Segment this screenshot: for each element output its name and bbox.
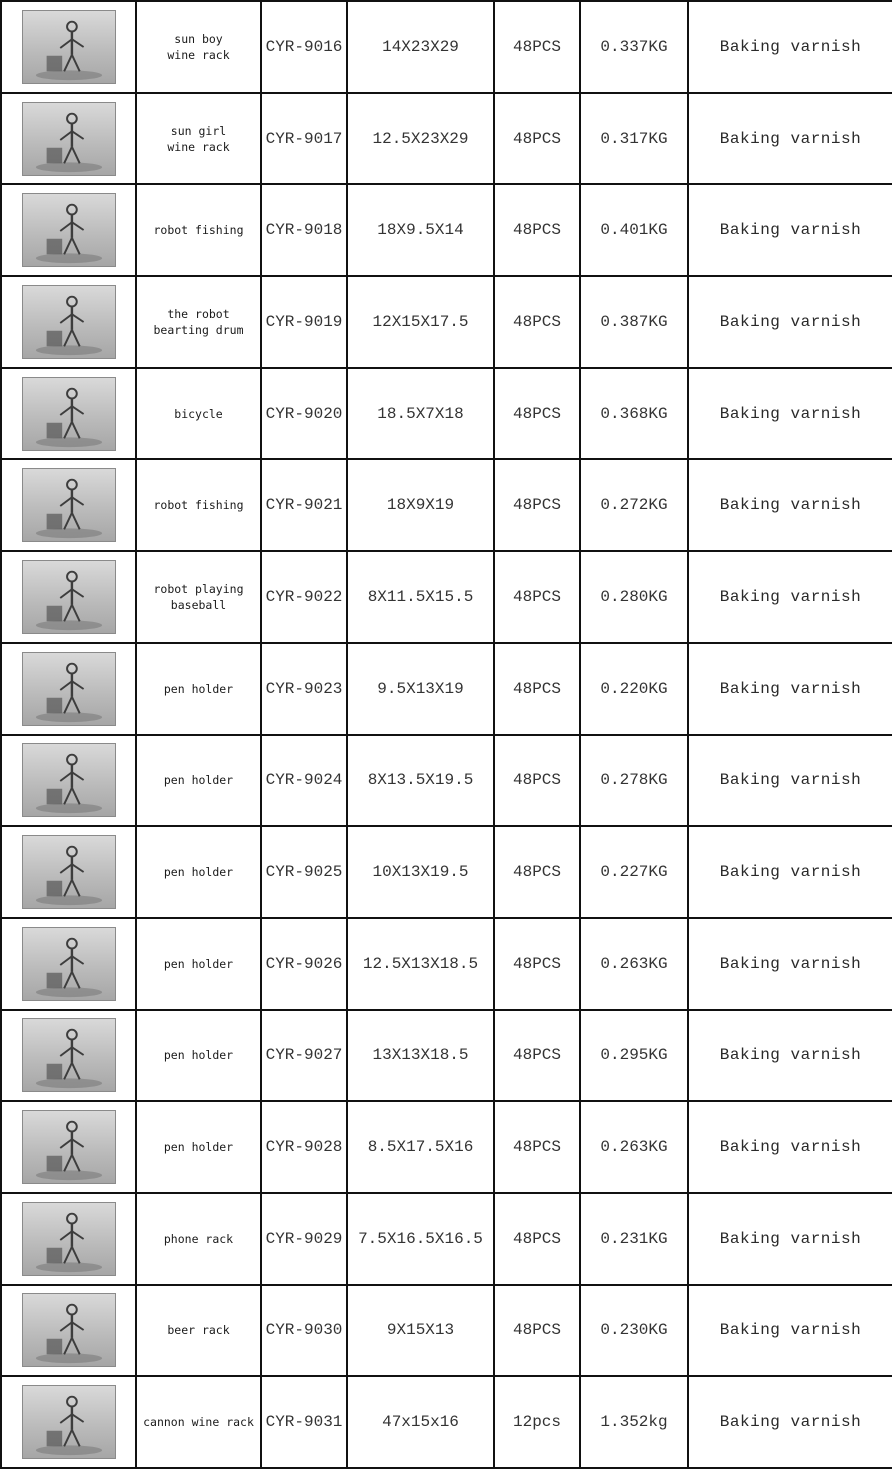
product-name: phone rack	[163, 1231, 234, 1246]
product-size-cell	[347, 1376, 494, 1468]
product-name: pen holder	[163, 865, 234, 880]
product-size-cell	[347, 643, 494, 735]
cannon-wine-rack-photo	[22, 1385, 116, 1459]
product-photo-cell	[1, 276, 136, 368]
product-name-cell	[136, 918, 261, 1010]
product-weight-cell	[580, 459, 688, 551]
product-quantity: 48PCS	[512, 863, 561, 882]
product-finish-cell	[688, 551, 892, 643]
product-name-cell	[136, 459, 261, 551]
table-row	[1, 1285, 892, 1377]
product-finish: Baking varnish	[719, 1413, 862, 1432]
product-code: CYR-9018	[265, 221, 343, 240]
product-code: CYR-9030	[265, 1321, 343, 1340]
product-finish-cell	[688, 918, 892, 1010]
product-finish: Baking varnish	[719, 404, 862, 423]
product-photo-cell	[1, 918, 136, 1010]
product-code-cell	[261, 459, 347, 551]
table-row	[1, 1376, 892, 1468]
product-code: CYR-9017	[265, 129, 343, 148]
product-photo-cell	[1, 368, 136, 460]
product-finish: Baking varnish	[719, 1321, 862, 1340]
product-size: 47x15x16	[382, 1413, 459, 1432]
product-name-cell	[136, 551, 261, 643]
product-name: robot playing baseball	[153, 581, 244, 612]
product-quantity-cell	[494, 1193, 580, 1285]
product-name-cell	[136, 826, 261, 918]
product-finish: Baking varnish	[719, 37, 862, 56]
product-code: CYR-9021	[265, 496, 343, 515]
product-finish-cell	[688, 643, 892, 735]
product-name-cell	[136, 184, 261, 276]
product-name: pen holder	[163, 773, 234, 788]
product-weight: 0.401KG	[600, 221, 668, 240]
product-size: 10X13X19.5	[372, 863, 469, 882]
product-name-cell	[136, 1193, 261, 1285]
product-name: robot fishing	[153, 223, 244, 238]
table-row	[1, 735, 892, 827]
product-weight-cell	[580, 1101, 688, 1193]
product-name: the robot bearting drum	[153, 306, 244, 337]
product-size-cell	[347, 551, 494, 643]
table-row	[1, 1, 892, 93]
product-name: pen holder	[163, 1140, 234, 1155]
product-quantity: 48PCS	[512, 1046, 561, 1065]
phone-rack-photo	[22, 1202, 116, 1276]
product-size: 8X11.5X15.5	[367, 587, 474, 606]
product-finish-cell	[688, 1, 892, 93]
product-weight-cell	[580, 1285, 688, 1377]
product-weight-cell	[580, 276, 688, 368]
product-quantity-cell	[494, 184, 580, 276]
product-photo-cell	[1, 551, 136, 643]
product-quantity-cell	[494, 551, 580, 643]
product-quantity-cell	[494, 1010, 580, 1102]
product-photo-cell	[1, 1285, 136, 1377]
product-weight-cell	[580, 826, 688, 918]
table-row	[1, 459, 892, 551]
product-photo-cell	[1, 1010, 136, 1102]
product-code: CYR-9029	[265, 1229, 343, 1248]
product-weight: 0.230KG	[600, 1321, 668, 1340]
table-row	[1, 93, 892, 185]
product-name-cell	[136, 1285, 261, 1377]
product-code-cell	[261, 735, 347, 827]
product-size: 8X13.5X19.5	[367, 771, 474, 790]
product-finish: Baking varnish	[719, 679, 862, 698]
product-photo-cell	[1, 1, 136, 93]
product-code: CYR-9020	[265, 404, 343, 423]
product-finish: Baking varnish	[719, 771, 862, 790]
product-size: 18.5X7X18	[377, 404, 464, 423]
product-weight: 0.337KG	[600, 37, 668, 56]
product-quantity: 48PCS	[512, 129, 561, 148]
product-size: 14X23X29	[382, 37, 459, 56]
product-weight-cell	[580, 735, 688, 827]
robot-baseball-photo	[22, 560, 116, 634]
product-weight: 0.227KG	[600, 863, 668, 882]
product-name: robot fishing	[153, 498, 244, 513]
product-finish-cell	[688, 1101, 892, 1193]
product-finish: Baking varnish	[719, 221, 862, 240]
product-size: 9X15X13	[386, 1321, 455, 1340]
product-weight: 0.263KG	[600, 1138, 668, 1157]
product-finish-cell	[688, 1010, 892, 1102]
product-quantity: 12pcs	[512, 1413, 561, 1432]
product-size-cell	[347, 459, 494, 551]
product-finish-cell	[688, 368, 892, 460]
product-code-cell	[261, 1, 347, 93]
product-size: 9.5X13X19	[377, 679, 464, 698]
product-finish: Baking varnish	[719, 312, 862, 331]
product-code: CYR-9022	[265, 587, 343, 606]
product-code-cell	[261, 276, 347, 368]
product-weight: 0.278KG	[600, 771, 668, 790]
product-finish: Baking varnish	[719, 1046, 862, 1065]
product-weight-cell	[580, 1010, 688, 1102]
product-photo-cell	[1, 93, 136, 185]
product-code: CYR-9027	[265, 1046, 343, 1065]
product-name: bicycle	[174, 406, 223, 421]
product-size: 18X9X19	[386, 496, 455, 515]
product-finish: Baking varnish	[719, 1229, 862, 1248]
product-code-cell	[261, 1285, 347, 1377]
product-finish-cell	[688, 735, 892, 827]
table-body	[1, 1, 892, 1468]
product-quantity-cell	[494, 1101, 580, 1193]
product-weight-cell	[580, 551, 688, 643]
pen-holder-photo	[22, 1018, 116, 1092]
product-size-cell	[347, 184, 494, 276]
product-code-cell	[261, 93, 347, 185]
product-weight: 1.352kg	[600, 1413, 668, 1432]
product-finish-cell	[688, 1285, 892, 1377]
product-finish: Baking varnish	[719, 1138, 862, 1157]
sun-girl-wine-rack-photo	[22, 102, 116, 176]
pen-holder-photo	[22, 743, 116, 817]
product-name-cell	[136, 368, 261, 460]
product-weight-cell	[580, 368, 688, 460]
product-quantity-cell	[494, 735, 580, 827]
product-size: 12.5X13X18.5	[362, 954, 479, 973]
product-name: pen holder	[163, 1048, 234, 1063]
product-size-cell	[347, 918, 494, 1010]
product-size: 7.5X16.5X16.5	[358, 1229, 483, 1248]
product-code: CYR-9023	[265, 679, 343, 698]
product-quantity: 48PCS	[512, 312, 561, 331]
product-size: 12X15X17.5	[372, 312, 469, 331]
product-quantity: 48PCS	[512, 37, 561, 56]
table-row	[1, 1010, 892, 1102]
product-quantity: 48PCS	[512, 771, 561, 790]
table-row	[1, 643, 892, 735]
product-photo-cell	[1, 826, 136, 918]
pen-holder-photo	[22, 927, 116, 1001]
product-quantity-cell	[494, 459, 580, 551]
product-quantity: 48PCS	[512, 404, 561, 423]
product-name-cell	[136, 1376, 261, 1468]
product-name-cell	[136, 1101, 261, 1193]
product-size-cell	[347, 1010, 494, 1102]
product-quantity-cell	[494, 643, 580, 735]
product-weight: 0.295KG	[600, 1046, 668, 1065]
product-finish-cell	[688, 459, 892, 551]
robot-fishing-photo	[22, 468, 116, 542]
product-quantity: 48PCS	[512, 221, 561, 240]
product-quantity: 48PCS	[512, 1229, 561, 1248]
product-name: sun girl wine rack	[167, 123, 230, 154]
product-size-cell	[347, 276, 494, 368]
product-code-cell	[261, 643, 347, 735]
product-weight: 0.231KG	[600, 1229, 668, 1248]
product-weight: 0.317KG	[600, 129, 668, 148]
product-name: pen holder	[163, 681, 234, 696]
beer-rack-photo	[22, 1293, 116, 1367]
table-row	[1, 1193, 892, 1285]
product-weight-cell	[580, 93, 688, 185]
product-size: 12.5X23X29	[372, 129, 469, 148]
robot-drum-photo	[22, 285, 116, 359]
product-photo-cell	[1, 184, 136, 276]
product-quantity-cell	[494, 1, 580, 93]
pen-holder-photo	[22, 1110, 116, 1184]
table-row	[1, 1101, 892, 1193]
product-size-cell	[347, 1101, 494, 1193]
pen-holder-photo	[22, 652, 116, 726]
product-quantity-cell	[494, 826, 580, 918]
product-code-cell	[261, 1010, 347, 1102]
table-row	[1, 184, 892, 276]
table-row	[1, 826, 892, 918]
product-code: CYR-9031	[265, 1413, 343, 1432]
product-code-cell	[261, 184, 347, 276]
product-photo-cell	[1, 1193, 136, 1285]
product-name: pen holder	[163, 956, 234, 971]
bicycle-photo	[22, 377, 116, 451]
product-quantity: 48PCS	[512, 1138, 561, 1157]
table-row	[1, 368, 892, 460]
product-size-cell	[347, 93, 494, 185]
product-size: 8.5X17.5X16	[367, 1138, 474, 1157]
product-photo-cell	[1, 1101, 136, 1193]
product-quantity: 48PCS	[512, 954, 561, 973]
product-size-cell	[347, 735, 494, 827]
product-code-cell	[261, 1101, 347, 1193]
product-photo-cell	[1, 735, 136, 827]
product-finish-cell	[688, 276, 892, 368]
product-quantity: 48PCS	[512, 496, 561, 515]
product-finish: Baking varnish	[719, 954, 862, 973]
product-name: sun boy wine rack	[167, 31, 230, 62]
product-code: CYR-9028	[265, 1138, 343, 1157]
product-code-cell	[261, 1193, 347, 1285]
product-finish: Baking varnish	[719, 496, 862, 515]
product-weight: 0.220KG	[600, 679, 668, 698]
product-weight: 0.272KG	[600, 496, 668, 515]
product-code: CYR-9025	[265, 863, 343, 882]
product-photo-cell	[1, 459, 136, 551]
product-finish-cell	[688, 93, 892, 185]
product-quantity: 48PCS	[512, 1321, 561, 1340]
product-name: cannon wine rack	[143, 1415, 254, 1430]
product-finish: Baking varnish	[719, 129, 862, 148]
product-size-cell	[347, 1285, 494, 1377]
product-weight: 0.387KG	[600, 312, 668, 331]
product-size-cell	[347, 368, 494, 460]
product-name-cell	[136, 93, 261, 185]
product-quantity: 48PCS	[512, 587, 561, 606]
product-weight: 0.368KG	[600, 404, 668, 423]
product-finish-cell	[688, 1193, 892, 1285]
pen-holder-photo	[22, 835, 116, 909]
product-finish-cell	[688, 1376, 892, 1468]
robot-fishing-photo	[22, 193, 116, 267]
product-code-cell	[261, 1376, 347, 1468]
product-weight-cell	[580, 643, 688, 735]
product-code-cell	[261, 918, 347, 1010]
product-finish-cell	[688, 184, 892, 276]
product-size: 13X13X18.5	[372, 1046, 469, 1065]
product-code: CYR-9016	[265, 37, 343, 56]
product-name-cell	[136, 735, 261, 827]
product-size-cell	[347, 1, 494, 93]
product-name-cell	[136, 1010, 261, 1102]
table-row	[1, 276, 892, 368]
product-weight-cell	[580, 1193, 688, 1285]
product-name: beer rack	[167, 1323, 230, 1338]
product-quantity-cell	[494, 918, 580, 1010]
product-finish: Baking varnish	[719, 863, 862, 882]
product-size-cell	[347, 826, 494, 918]
product-quantity: 48PCS	[512, 679, 561, 698]
product-code: CYR-9026	[265, 954, 343, 973]
product-weight-cell	[580, 918, 688, 1010]
product-quantity-cell	[494, 93, 580, 185]
product-finish: Baking varnish	[719, 587, 862, 606]
product-weight-cell	[580, 1, 688, 93]
product-name-cell	[136, 276, 261, 368]
product-quantity-cell	[494, 368, 580, 460]
product-code-cell	[261, 368, 347, 460]
table-row	[1, 551, 892, 643]
product-code-cell	[261, 826, 347, 918]
product-weight-cell	[580, 184, 688, 276]
sun-boy-wine-rack-photo	[22, 10, 116, 84]
product-weight: 0.280KG	[600, 587, 668, 606]
product-weight-cell	[580, 1376, 688, 1468]
product-size-cell	[347, 1193, 494, 1285]
product-code-cell	[261, 551, 347, 643]
product-finish-cell	[688, 826, 892, 918]
product-name-cell	[136, 1, 261, 93]
product-quantity-cell	[494, 276, 580, 368]
product-quantity-cell	[494, 1285, 580, 1377]
product-photo-cell	[1, 1376, 136, 1468]
table-row	[1, 918, 892, 1010]
product-size: 18X9.5X14	[377, 221, 464, 240]
product-photo-cell	[1, 643, 136, 735]
product-code: CYR-9019	[265, 312, 343, 331]
product-code: CYR-9024	[265, 771, 343, 790]
product-quantity-cell	[494, 1376, 580, 1468]
product-name-cell	[136, 643, 261, 735]
product-weight: 0.263KG	[600, 954, 668, 973]
